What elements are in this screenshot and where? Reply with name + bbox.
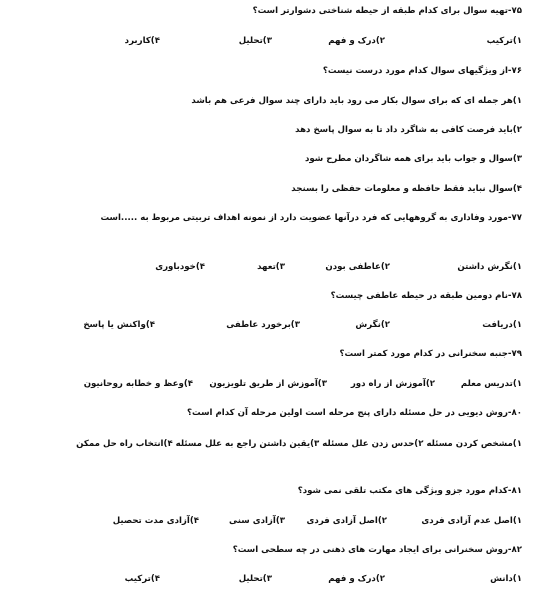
q76-option-2: ۲)باید فرصت کافی به شاگرد داد تا به سوال پاسخ دهد: [295, 125, 522, 135]
q76-option-3: ۳)سوال و جواب باید برای همه شاگردان مطرح شود: [304, 154, 522, 164]
question-78: ۷۸-نام دومین طبقه در حیطه عاطفی چیست؟: [330, 291, 522, 301]
q81-option-3: ۳)آزادی سنی: [229, 516, 285, 526]
q75-option-3: ۳)تحلیل: [238, 36, 272, 46]
q82-option-3: ۳)تحلیل: [238, 574, 272, 584]
q76-option-1: ۱)هر جمله ای که برای سوال بکار می رود باید دارای چند سوال فرعی هم باشد: [191, 96, 522, 106]
q80-options: ۱)مشخص کردن مسئله ۲)حدس زدن علل مسئله ۳)یقین داشتن راجع به علل مسئله ۴)انتخاب راه حل ممکن: [76, 439, 522, 449]
q78-option-3: ۳)برخورد عاطفی: [226, 320, 300, 330]
q81-option-1: ۱)اصل عدم آزادی فردی: [421, 516, 522, 526]
question-82: ۸۲-روش سخنرانی برای ایجاد مهارت های ذهنی در چه سطحی است؟: [232, 545, 522, 555]
q75-option-1: ۱)ترکیب: [486, 36, 522, 46]
question-80: ۸۰-روش دیویی در حل مسئله دارای پنج مرحله است اولین مرحله آن کدام است؟: [187, 408, 522, 418]
q77-option-4: ۴)خودباوری: [155, 262, 205, 272]
q77-option-2: ۲)عاطفی بودن: [325, 262, 390, 272]
q78-option-2: ۲)نگرش: [355, 320, 390, 330]
q81-option-4: ۴)آزادی مدت تحصیل: [112, 516, 199, 526]
q77-option-1: ۱)نگرش داشتن: [457, 262, 522, 272]
q79-option-1: ۱)تدریس معلم: [460, 379, 522, 389]
q79-option-3: ۳)آموزش از طریق تلویزیون: [209, 379, 327, 389]
question-81: ۸۱-کدام مورد جزو ویژگی های مکتب تلقی نمی شود؟: [297, 486, 522, 496]
q75-option-4: ۴)کاربرد: [124, 36, 160, 46]
q78-option-1: ۱)دریافت: [482, 320, 522, 330]
q75-option-2: ۲)درک و فهم: [328, 36, 385, 46]
q76-option-4: ۴)سوال نباید فقط حافظه و معلومات حفظی را بسنجد: [291, 184, 522, 194]
question-76: ۷۶-از ویژگیهای سوال کدام مورد درست نیست؟: [322, 66, 522, 76]
question-75: ۷۵-تهیه سوال برای کدام طبقه از حیطه شناختی دشوارتر است؟: [252, 6, 522, 16]
q79-option-4: ۴)وعظ و خطابه روحانیون: [83, 379, 193, 389]
question-79: ۷۹-جنبه سخنرانی در کدام مورد کمتر است؟: [339, 349, 522, 359]
q82-option-1: ۱)دانش: [490, 574, 522, 584]
q79-option-2: ۲)آموزش از راه دور: [350, 379, 435, 389]
q82-option-4: ۴)ترکیب: [124, 574, 160, 584]
q82-option-2: ۲)درک و فهم: [328, 574, 385, 584]
q81-option-2: ۲)اصل آزادی فردی: [306, 516, 387, 526]
q78-option-4: ۴)واکنش یا پاسخ: [83, 320, 155, 330]
question-77: ۷۷-مورد وفاداری به گروههایی که فرد درآنها عضویت دارد از نمونه اهداف تربیتی مربوط به .....است: [100, 213, 522, 223]
q77-option-3: ۳)تعهد: [257, 262, 285, 272]
